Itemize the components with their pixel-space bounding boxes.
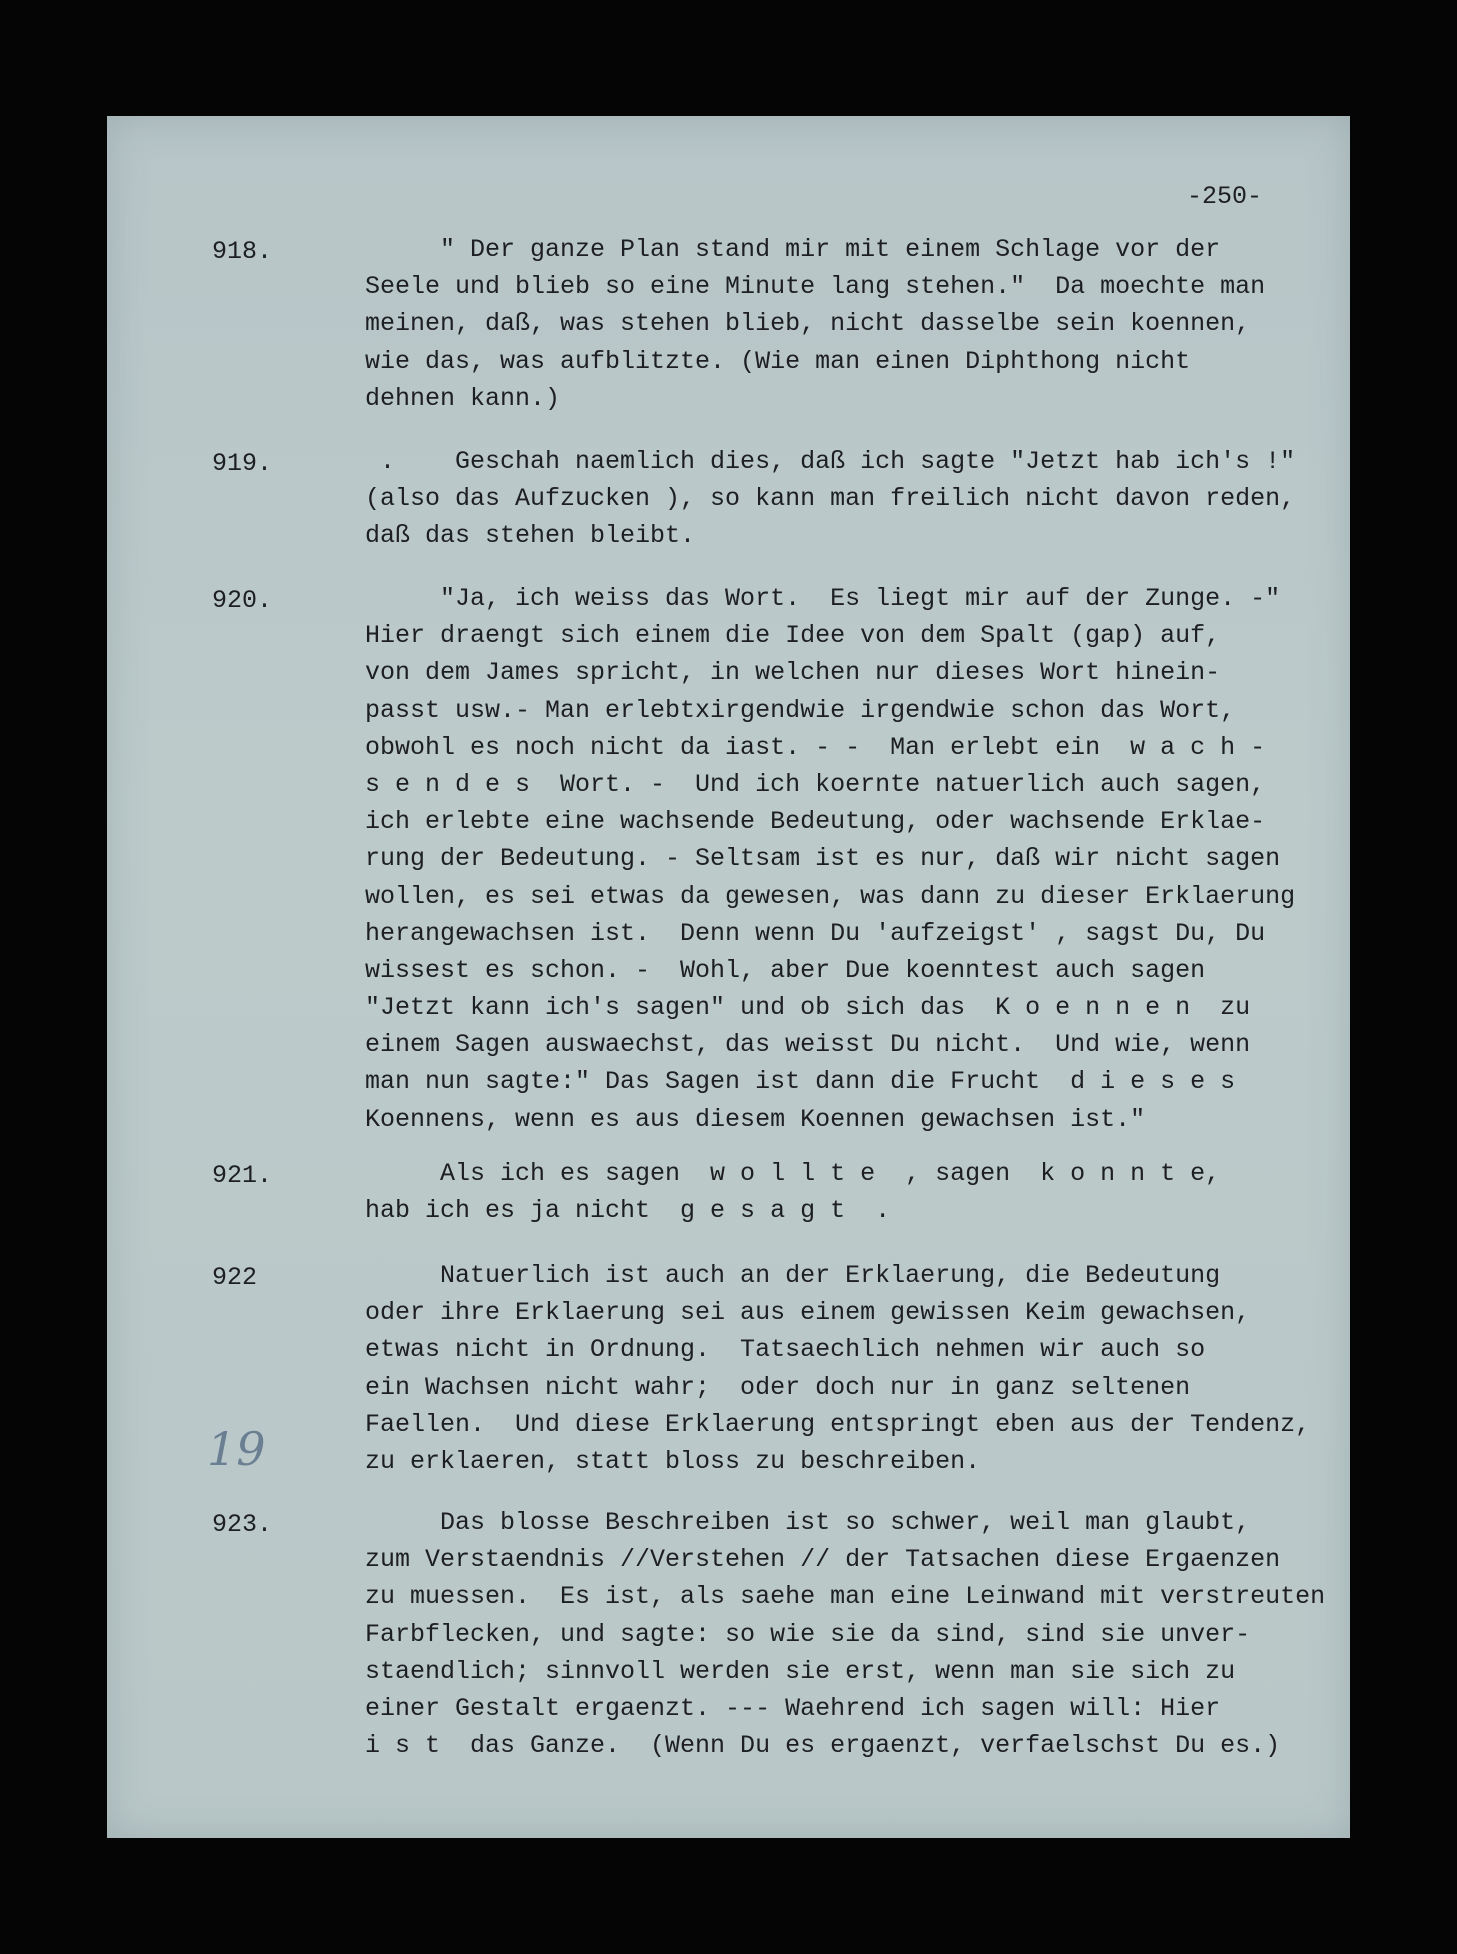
text-line: etwas nicht in Ordnung. Tatsaechlich nehmen wir auch so — [365, 1335, 1206, 1365]
text-line: Faellen. Und diese Erklaerung entspringt eben aus der Tendenz, — [365, 1409, 1311, 1439]
text-line: "Ja, ich weiss das Wort. Es liegt mir auf der Zunge. -" — [365, 584, 1281, 613]
typewritten-page — [107, 116, 1350, 1838]
text-line: hab ich es ja nicht g e s a g t . — [365, 1196, 891, 1226]
text-line: man nun sagte:" Das Sagen ist dann die Frucht d i e s e s — [365, 1067, 1236, 1097]
text-line: Hier draengt sich einem die Idee von dem Spalt (gap) auf, — [365, 621, 1221, 651]
text-line: Farbflecken, und sagte: so wie sie da sind, sind sie unver- — [365, 1619, 1251, 1649]
text-line: von dem James spricht, in welchen nur dieses Wort hinein- — [365, 658, 1221, 688]
text-line: meinen, daß, was stehen blieb, nicht dasselbe sein koennen, — [365, 309, 1251, 339]
remark-number: 918. — [212, 237, 273, 266]
text-line: Als ich es sagen w o l l t e , sagen k o n n t e, — [365, 1159, 1221, 1188]
text-line: staendlich; sinnvoll werden sie erst, wenn man sie sich zu — [365, 1656, 1236, 1686]
text-line: oder ihre Erklaerung sei aus einem gewissen Keim gewachsen, — [365, 1298, 1251, 1328]
handwritten-margin-note: 19 — [207, 1422, 266, 1476]
text-line: ein Wachsen nicht wahr; oder doch nur in ganz seltenen — [365, 1372, 1191, 1402]
text-line: passt usw.- Man erlebtxirgendwie irgendwie schon das Wort, — [365, 695, 1236, 725]
text-line: zu erklaeren, statt bloss zu beschreiben. — [365, 1446, 981, 1476]
text-line: dehnen kann.) — [365, 383, 561, 413]
remark-number: 919. — [212, 449, 273, 478]
text-line: wie das, was aufblitzte. (Wie man einen Diphthong nicht — [365, 346, 1191, 376]
text-line: Natuerlich ist auch an der Erklaerung, die Bedeutung — [365, 1261, 1221, 1290]
text-line: Seele und blieb so eine Minute lang stehen." Da moechte man — [365, 272, 1266, 302]
text-line: s e n d e s Wort. - Und ich koernte natuerlich auch sagen, — [365, 769, 1266, 799]
text-line: (also das Aufzucken ), so kann man freilich nicht davon reden, — [365, 484, 1296, 514]
text-line: . Geschah naemlich dies, daß ich sagte "Jetzt hab ich's !" — [365, 447, 1296, 476]
text-line: i s t das Ganze. (Wenn Du es ergaenzt, verfaelschst Du es.) — [365, 1731, 1281, 1761]
remark-paragraph — [365, 443, 1295, 555]
text-line: Das blosse Beschreiben ist so schwer, weil man glaubt, — [365, 1508, 1251, 1537]
text-line: ich erlebte eine wachsende Bedeutung, oder wachsende Erklae- — [365, 807, 1266, 837]
remark-paragraph — [365, 580, 1295, 1138]
text-line: obwohl es noch nicht da iast. - - Man erlebt ein w a c h - — [365, 732, 1266, 762]
text-line: einem Sagen auswaechst, das weisst Du nicht. Und wie, wenn — [365, 1030, 1251, 1060]
text-line: Koennens, wenn es aus diesem Koennen gewachsen ist." — [365, 1104, 1146, 1134]
text-line: zum Verstaendnis //Verstehen // der Tatsachen diese Ergaenzen — [365, 1545, 1281, 1575]
remark-paragraph — [365, 1155, 1220, 1229]
text-line: wollen, es sei etwas da gewesen, was dann zu dieser Erklaerung — [365, 881, 1296, 911]
remark-paragraph — [365, 231, 1265, 417]
text-line: " Der ganze Plan stand mir mit einem Schlage vor der — [365, 235, 1221, 264]
text-line: "Jetzt kann ich's sagen" und ob sich das K o e n n e n zu — [365, 993, 1251, 1023]
page-number: -250- — [1187, 182, 1263, 211]
text-line: zu muessen. Es ist, als saehe man eine Leinwand mit verstreuten — [365, 1582, 1326, 1612]
remark-number: 922 — [212, 1263, 258, 1292]
text-line: einer Gestalt ergaenzt. --- Waehrend ich sagen will: Hier — [365, 1693, 1221, 1723]
text-line: wissest es schon. - Wohl, aber Due koenntest auch sagen — [365, 955, 1206, 985]
text-line: rung der Bedeutung. - Seltsam ist es nur, daß wir nicht sagen — [365, 844, 1281, 874]
remark-number: 921. — [212, 1161, 273, 1190]
remark-paragraph — [365, 1504, 1325, 1764]
text-line: herangewachsen ist. Denn wenn Du 'aufzeigst' , sagst Du, Du — [365, 918, 1266, 948]
remark-number: 920. — [212, 586, 273, 615]
remark-number: 923. — [212, 1510, 273, 1539]
remark-paragraph — [365, 1257, 1310, 1480]
text-line: daß das stehen bleibt. — [365, 521, 696, 551]
